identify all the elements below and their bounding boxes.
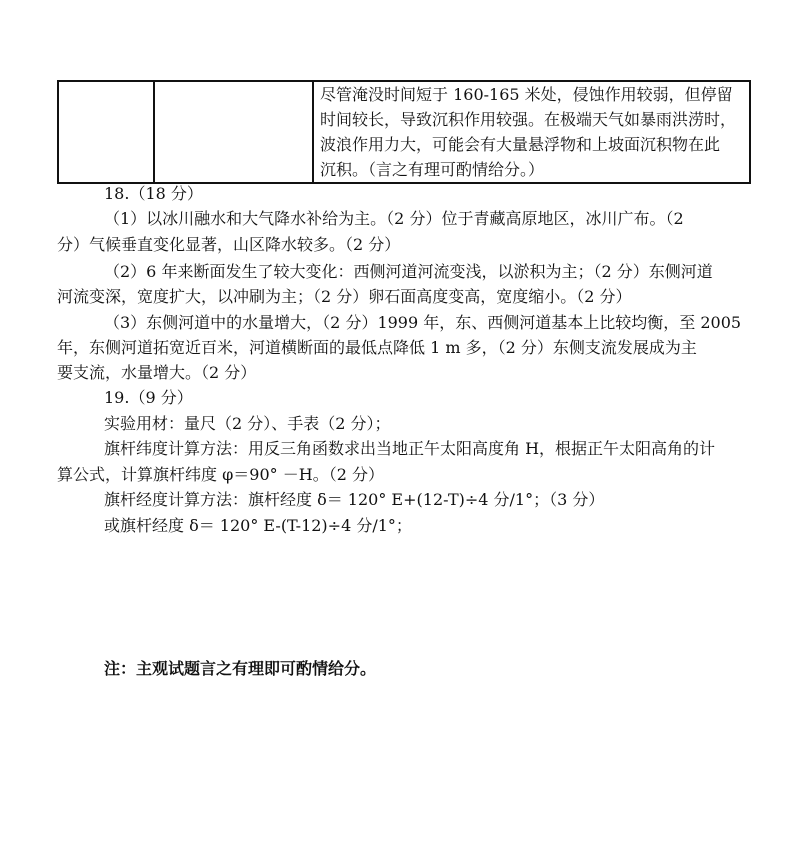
q18-part1-line1: （1）以冰川融水和大气降水补给为主。（2 分）位于青藏高原地区，冰川广布。（2	[104, 209, 684, 228]
q18-part3-line3: 要支流，水量增大。（2 分）	[57, 363, 257, 382]
q19-line3: 算公式，计算旗杆纬度 φ＝90° －H。（2 分）	[57, 465, 384, 484]
q19-line4: 旗杆经度计算方法：旗杆经度 δ＝ 120° E+(12-T)÷4 分/1°；（3 分）	[104, 490, 605, 509]
q18-part3-line1: （3）东侧河道中的水量增大，（2 分）1999 年，东、西侧河道基本上比较均衡，至 2005	[104, 313, 742, 332]
q19-line1: 实验用材：量尺（2 分）、手表（2 分）；	[104, 414, 391, 433]
answer-table	[57, 80, 751, 184]
q18-part2-line2: 河流变深，宽度扩大，以冲刷为主；（2 分）卵石面高度变高，宽度缩小。（2 分）	[57, 287, 632, 306]
table-cell-line: 沉积。（言之有理可酌情给分。）	[320, 160, 545, 179]
grading-note: 注：主观试题言之有理即可酌情给分。	[104, 659, 377, 678]
table-cell-answer	[313, 81, 750, 183]
table-cell-line: 尽管淹没时间短于 160-165 米处，侵蚀作用较弱，但停留	[320, 85, 733, 104]
q18-heading: 18.（18 分）	[104, 184, 203, 203]
table-cell-1	[58, 81, 154, 183]
table-cell-line: 时间较长，导致沉积作用较强。在极端天气如暴雨洪涝时，	[320, 110, 737, 129]
table-row	[58, 81, 750, 183]
q19-line5: 或旗杆经度 δ＝ 120° E-(T-12)÷4 分/1°；	[104, 516, 412, 535]
q18-part2-line1: （2）6 年来断面发生了较大变化：西侧河道河流变浅，以淤积为主；（2 分）东侧河道	[104, 262, 713, 281]
table-cell-2	[154, 81, 313, 183]
q18-part3-line2: 年，东侧河道拓宽近百米，河道横断面的最低点降低 1 m 多，（2 分）东侧支流发展成为主	[57, 338, 697, 357]
q18-part1-line2: 分）气候垂直变化显著，山区降水较多。（2 分）	[57, 235, 401, 254]
table-cell-line: 波浪作用力大，可能会有大量悬浮物和上坡面沉积物在此	[320, 135, 721, 154]
q19-line2: 旗杆纬度计算方法：用反三角函数求出当地正午太阳高度角 H，根据正午太阳高角的计	[104, 439, 716, 458]
q19-heading: 19.（9 分）	[104, 388, 193, 407]
